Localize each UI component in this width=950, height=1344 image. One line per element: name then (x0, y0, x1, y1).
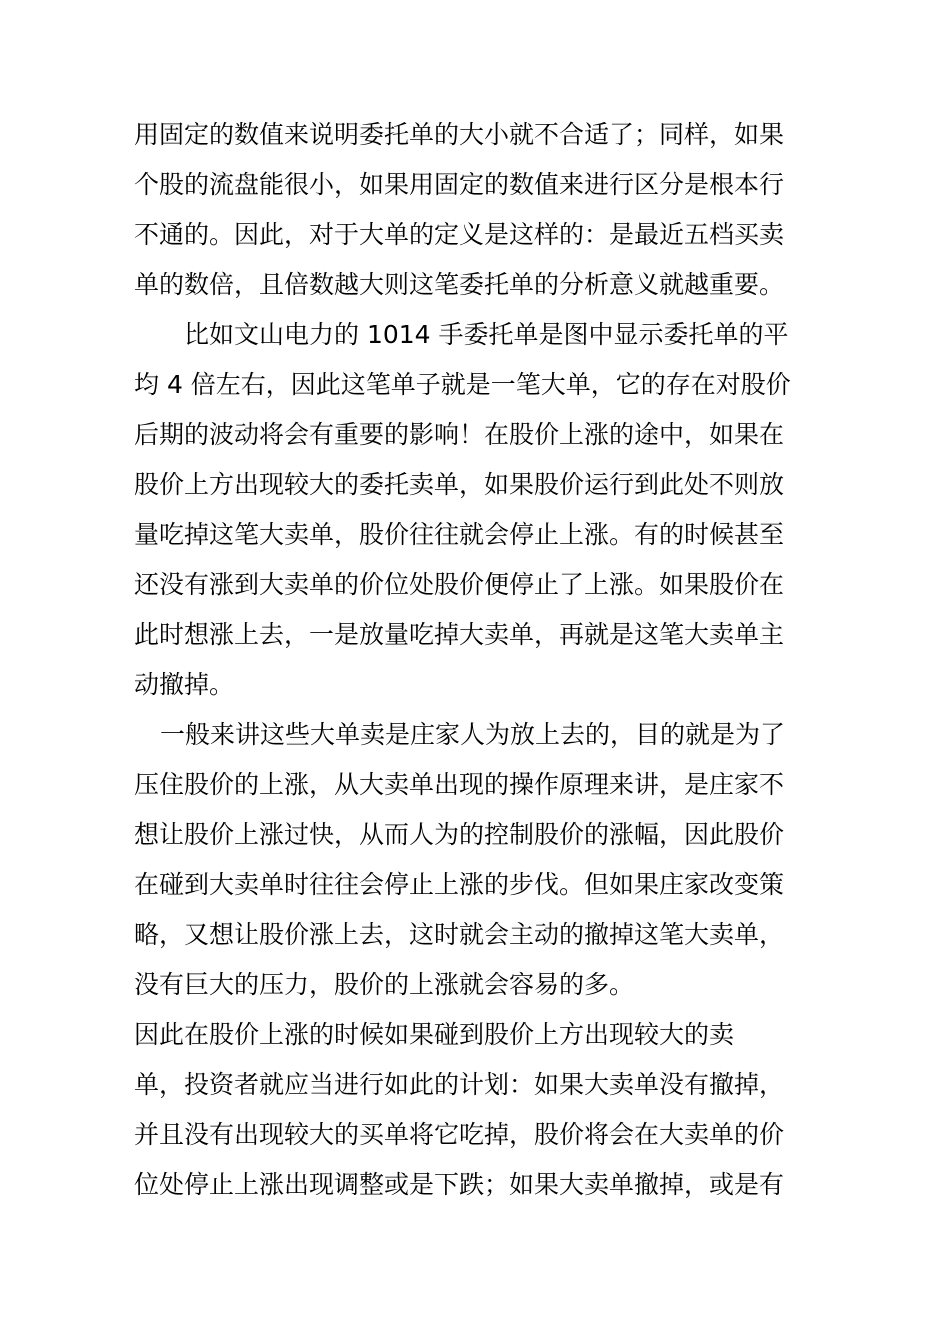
text-line: 用固定的数值来说明委托单的大小就不合适了；同样，如果 (134, 120, 785, 149)
text-line: 不通的。因此，对于大单的定义是这样的：是最近五档买卖 (134, 220, 785, 249)
text-line: 个股的流盘能很小，如果用固定的数值来进行区分是根本行 (134, 170, 785, 199)
text-line: 并且没有出现较大的买单将它吃掉，股价将会在大卖单的价 (134, 1120, 785, 1149)
text-line: 比如文山电力的 1014 手委托单是图中显示委托单的平 (184, 320, 789, 349)
text-line: 还没有涨到大卖单的价位处股价便停止了上涨。如果股价在 (134, 570, 785, 599)
text-line: 均 4 倍左右，因此这笔单子就是一笔大单，它的存在对股价 (134, 370, 791, 399)
text-line: 单，投资者就应当进行如此的计划：如果大卖单没有撤掉， (134, 1070, 785, 1099)
text-line: 位处停止上涨出现调整或是下跌；如果大卖单撤掉，或是有 (134, 1170, 785, 1199)
text-line: 一般来讲这些大单卖是庄家人为放上去的，目的就是为了 (160, 720, 786, 749)
text-line: 单的数倍，且倍数越大则这笔委托单的分析意义就越重要。 (134, 270, 785, 299)
text-line: 在碰到大卖单时往往会停止上涨的步伐。但如果庄家改变策 (134, 870, 785, 899)
text-line: 压住股价的上涨，从大卖单出现的操作原理来讲，是庄家不 (134, 770, 785, 799)
text-line: 略，又想让股价涨上去，这时就会主动的撤掉这笔大卖单， (134, 920, 785, 949)
text-line: 因此在股价上涨的时候如果碰到股价上方出现较大的卖 (134, 1020, 735, 1049)
text-line: 动撤掉。 (134, 670, 235, 699)
text-line: 量吃掉这笔大卖单，股价往往就会停止上涨。有的时候甚至 (134, 520, 785, 549)
text-line: 没有巨大的压力，股价的上涨就会容易的多。 (134, 970, 635, 999)
text-line: 股价上方出现较大的委托卖单，如果股价运行到此处不则放 (134, 470, 785, 499)
text-line: 想让股价上涨过快，从而人为的控制股价的涨幅，因此股价 (134, 820, 785, 849)
text-line: 后期的波动将会有重要的影响！在股价上涨的途中，如果在 (134, 420, 785, 449)
text-line: 此时想涨上去，一是放量吃掉大卖单，再就是这笔大卖单主 (134, 620, 785, 649)
